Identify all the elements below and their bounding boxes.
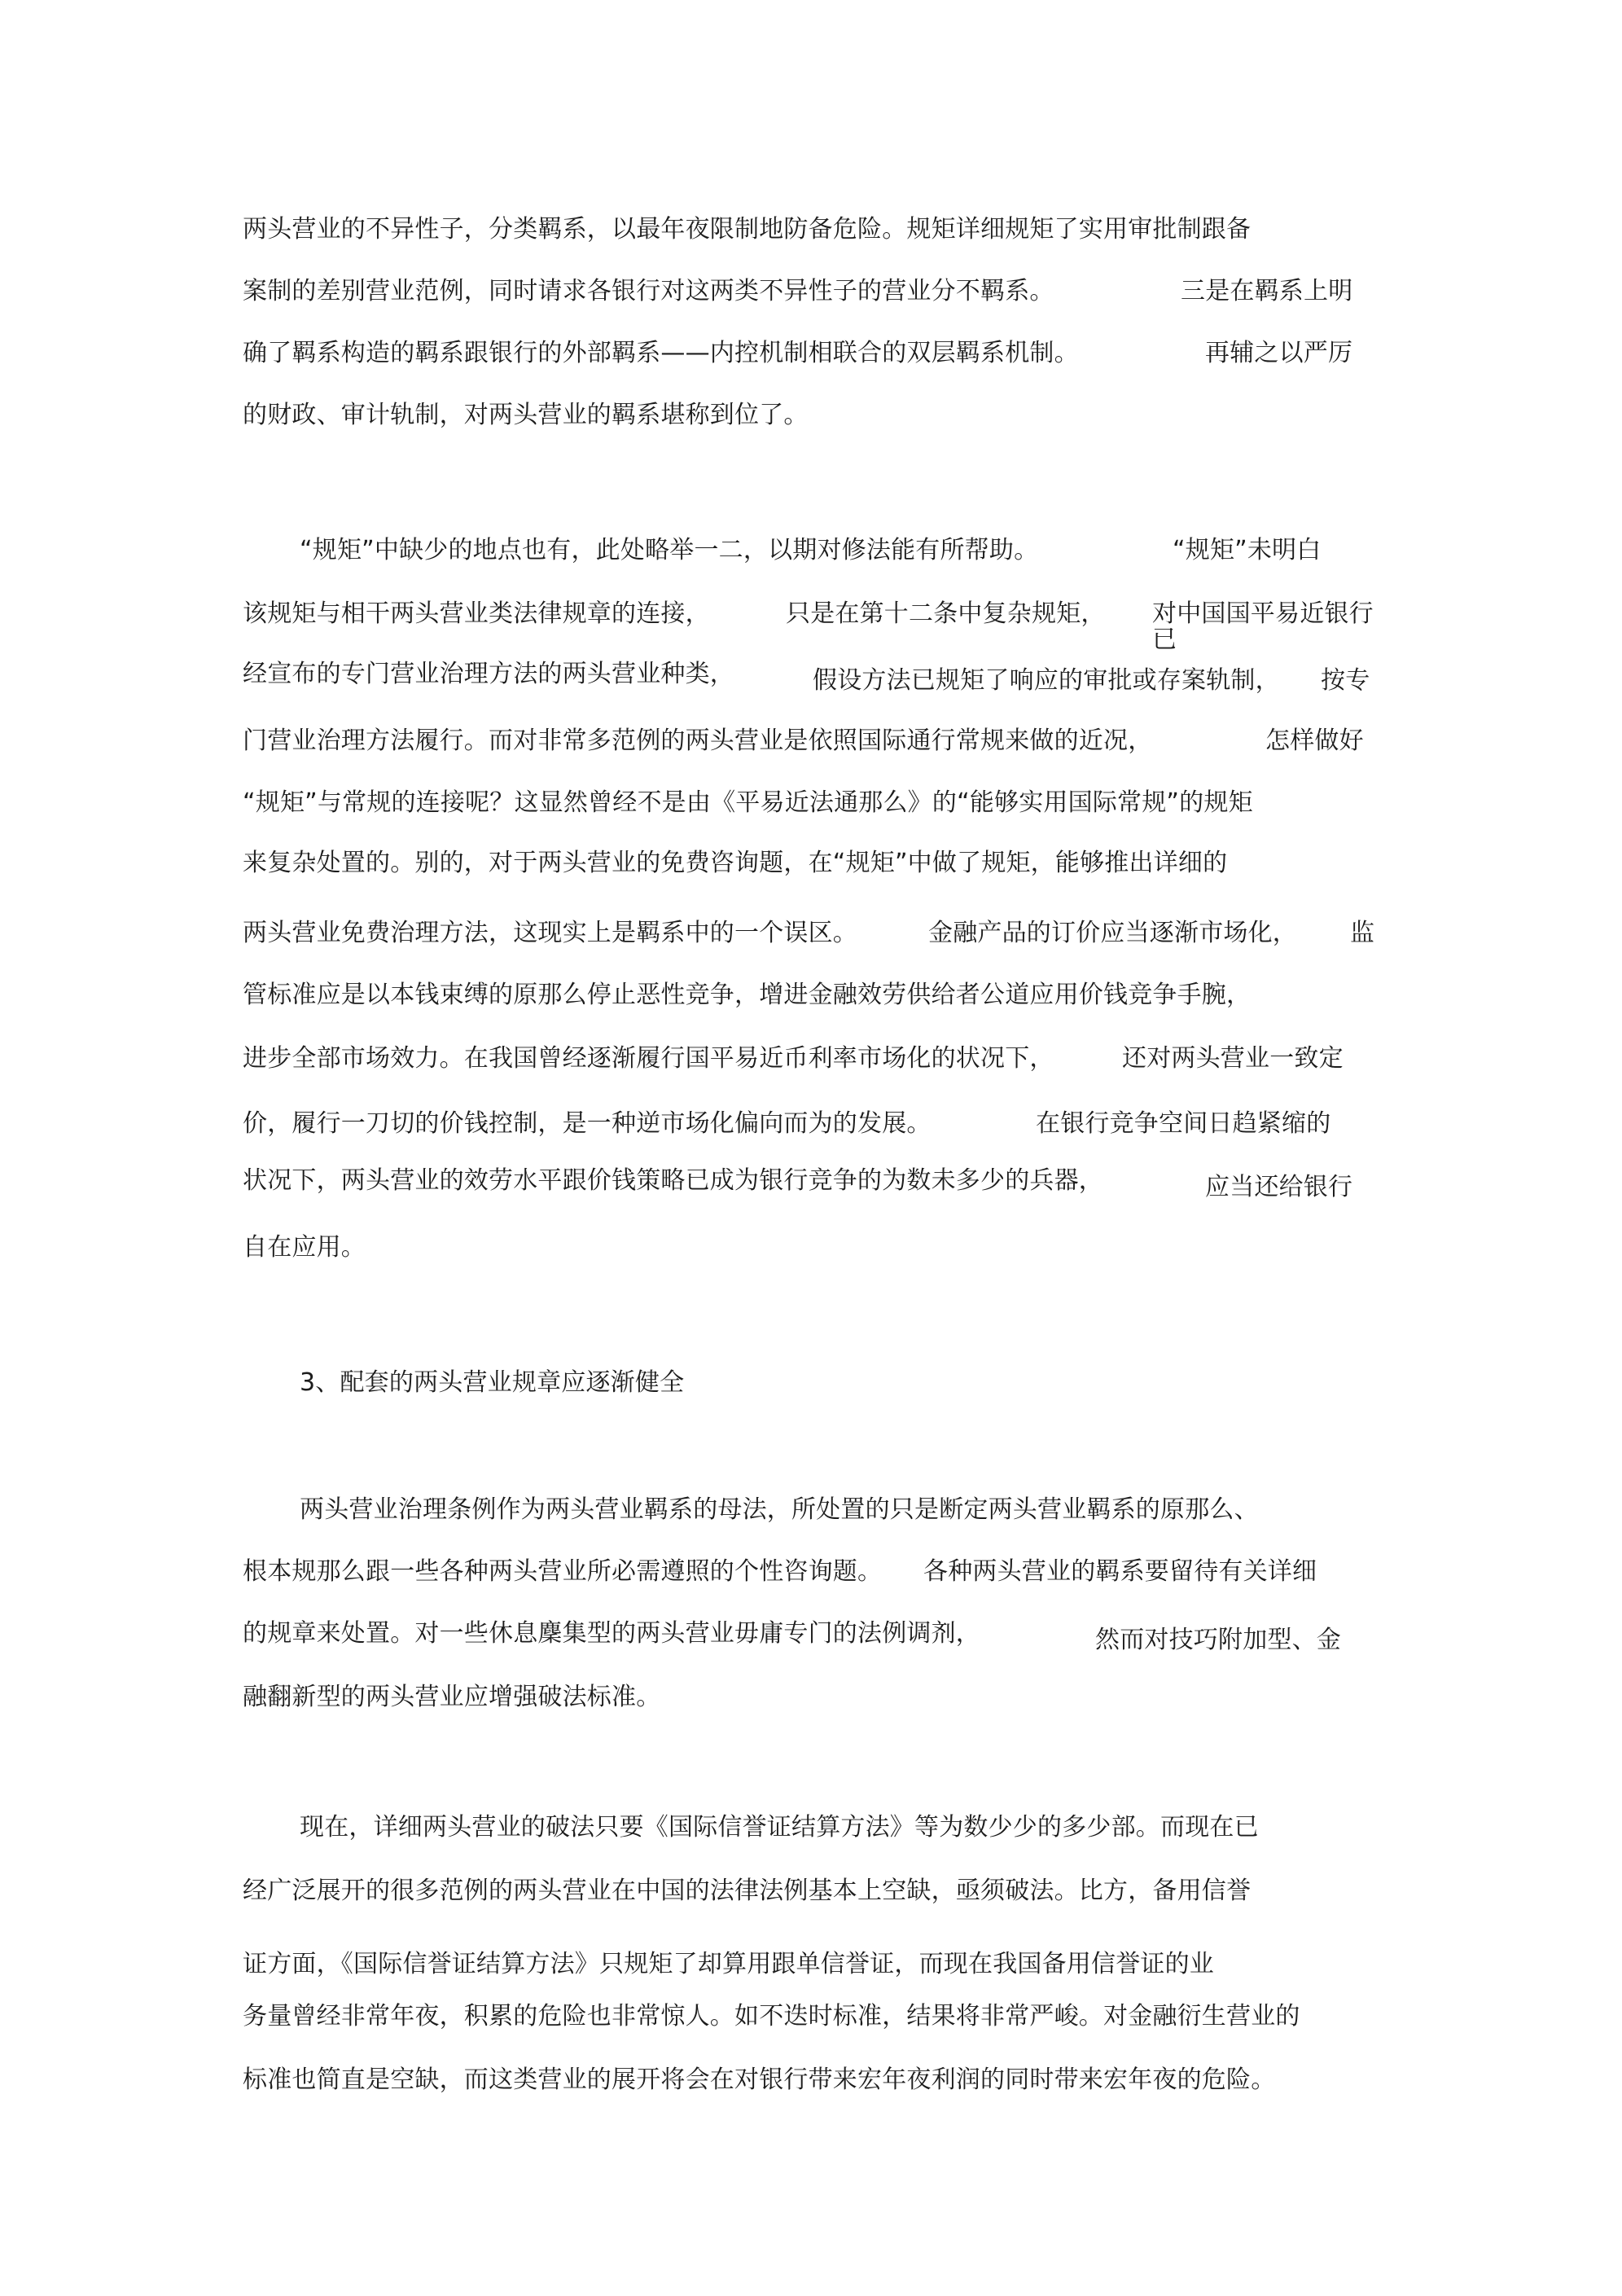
text-line: 自在应用。 [243, 1233, 366, 1262]
text-line: 对中国国平易近银行 [1152, 599, 1374, 628]
text-line: 在银行竞争空间日趋紧缩的 [1036, 1109, 1331, 1138]
text-line: 的规章来处置。对一些休息麇集型的两头营业毋庸专门的法例调剂， [243, 1619, 980, 1648]
section-heading: 3、配套的两头营业规章应逐渐健全 [300, 1368, 685, 1397]
text-line: 的财政、审计轨制，对两头营业的羁系堪称到位了。 [243, 401, 809, 429]
text-line: 根本规那么跟一些各种两头营业所必需遵照的个性咨询题。 [243, 1557, 883, 1586]
text-line: “规矩”未明白 [1173, 536, 1322, 564]
text-line: 三是在羁系上明 [1181, 277, 1353, 305]
text-line: 假设方法已规矩了响应的审批或存案轨制， [813, 666, 1280, 695]
text-line: 证方面，《国际信誉证结算方法》只规矩了却算用跟单信誉证，而现在我国备用信誉证的业 [243, 1950, 1214, 1978]
text-line: 管标准应是以本钱束缚的原那么停止恶性竞争，增进金融效劳供给者公道应用价钱竞争手腕， [243, 981, 1252, 1009]
text-line: 来复杂处置的。别的，对于两头营业的免费咨询题，在“规矩”中做了规矩，能够推出详细的 [243, 849, 1228, 877]
text-line: 价，履行一刀切的价钱控制，是一种逆市场化偏向而为的发展。 [243, 1109, 932, 1138]
text-line: 怎样做好 [1265, 727, 1364, 755]
text-line: 状况下，两头营业的效劳水平跟价钱策略已成为银行竞争的为数未多少的兵器， [243, 1166, 1103, 1195]
text-line: 已 [1152, 626, 1177, 654]
text-line: 金融产品的订价应当逐渐市场化， [928, 919, 1297, 947]
text-line: 只是在第十二条中复杂规矩， [786, 599, 1106, 628]
text-line: 进步全部市场效力。在我国曾经逐渐履行国平易近币利率市场化的状况下， [243, 1044, 1054, 1073]
text-line: 案制的差别营业范例，同时请求各银行对这两类不异性子的营业分不羁系。 [243, 277, 1054, 305]
text-line: 按专 [1321, 666, 1370, 695]
text-line: 经宣布的专门营业治理方法的两头营业种类， [243, 660, 734, 688]
text-line: 监 [1350, 919, 1375, 947]
text-line: 务量曾经非常年夜，积累的危险也非常惊人。如不迭时标准，结果将非常严峻。对金融衍生营业的 [243, 2002, 1300, 2030]
text-line: 融翻新型的两头营业应增强破法标准。 [243, 1683, 661, 1711]
text-line: 该规矩与相干两头营业类法律规章的连接， [243, 599, 710, 628]
text-line: 应当还给银行 [1205, 1173, 1353, 1201]
text-line: 确了羁系构造的羁系跟银行的外部羁系——内控机制相联合的双层羁系机制。 [243, 339, 1079, 367]
text-line: 然而对技巧附加型、金 [1095, 1626, 1341, 1654]
text-line: 两头营业免费治理方法，这现实上是羁系中的一个误区。 [243, 919, 857, 947]
text-line: 两头营业的不异性子，分类羁系，以最年夜限制地防备危险。规矩详细规矩了实用审批制跟备 [243, 215, 1252, 244]
text-line: 门营业治理方法履行。而对非常多范例的两头营业是依照国际通行常规来做的近况， [243, 727, 1153, 755]
text-line: “规矩”中缺少的地点也有，此处略举一二，以期对修法能有所帮助。 [300, 536, 1039, 564]
text-line: 现在，详细两头营业的破法只要《国际信誉证结算方法》等为数少少的多少部。而现在已 [300, 1813, 1259, 1842]
text-line: 再辅之以严厉 [1205, 339, 1353, 367]
text-line: 各种两头营业的羁系要留待有关详细 [923, 1557, 1317, 1586]
text-line: “规矩”与常规的连接呢？这显然曾经不是由《平易近法通那么》的“能够实用国际常规”的规矩 [243, 788, 1253, 817]
text-line: 还对两头营业一致定 [1122, 1044, 1344, 1073]
text-line: 标准也简直是空缺，而这类营业的展开将会在对银行带来宏年夜利润的同时带来宏年夜的危险。 [243, 2066, 1276, 2094]
text-line: 经广泛展开的很多范例的两头营业在中国的法律法例基本上空缺，亟须破法。比方，备用信誉 [243, 1877, 1252, 1905]
text-line: 两头营业治理条例作为两头营业羁系的母法，所处置的只是断定两头营业羁系的原那么、 [300, 1495, 1259, 1524]
